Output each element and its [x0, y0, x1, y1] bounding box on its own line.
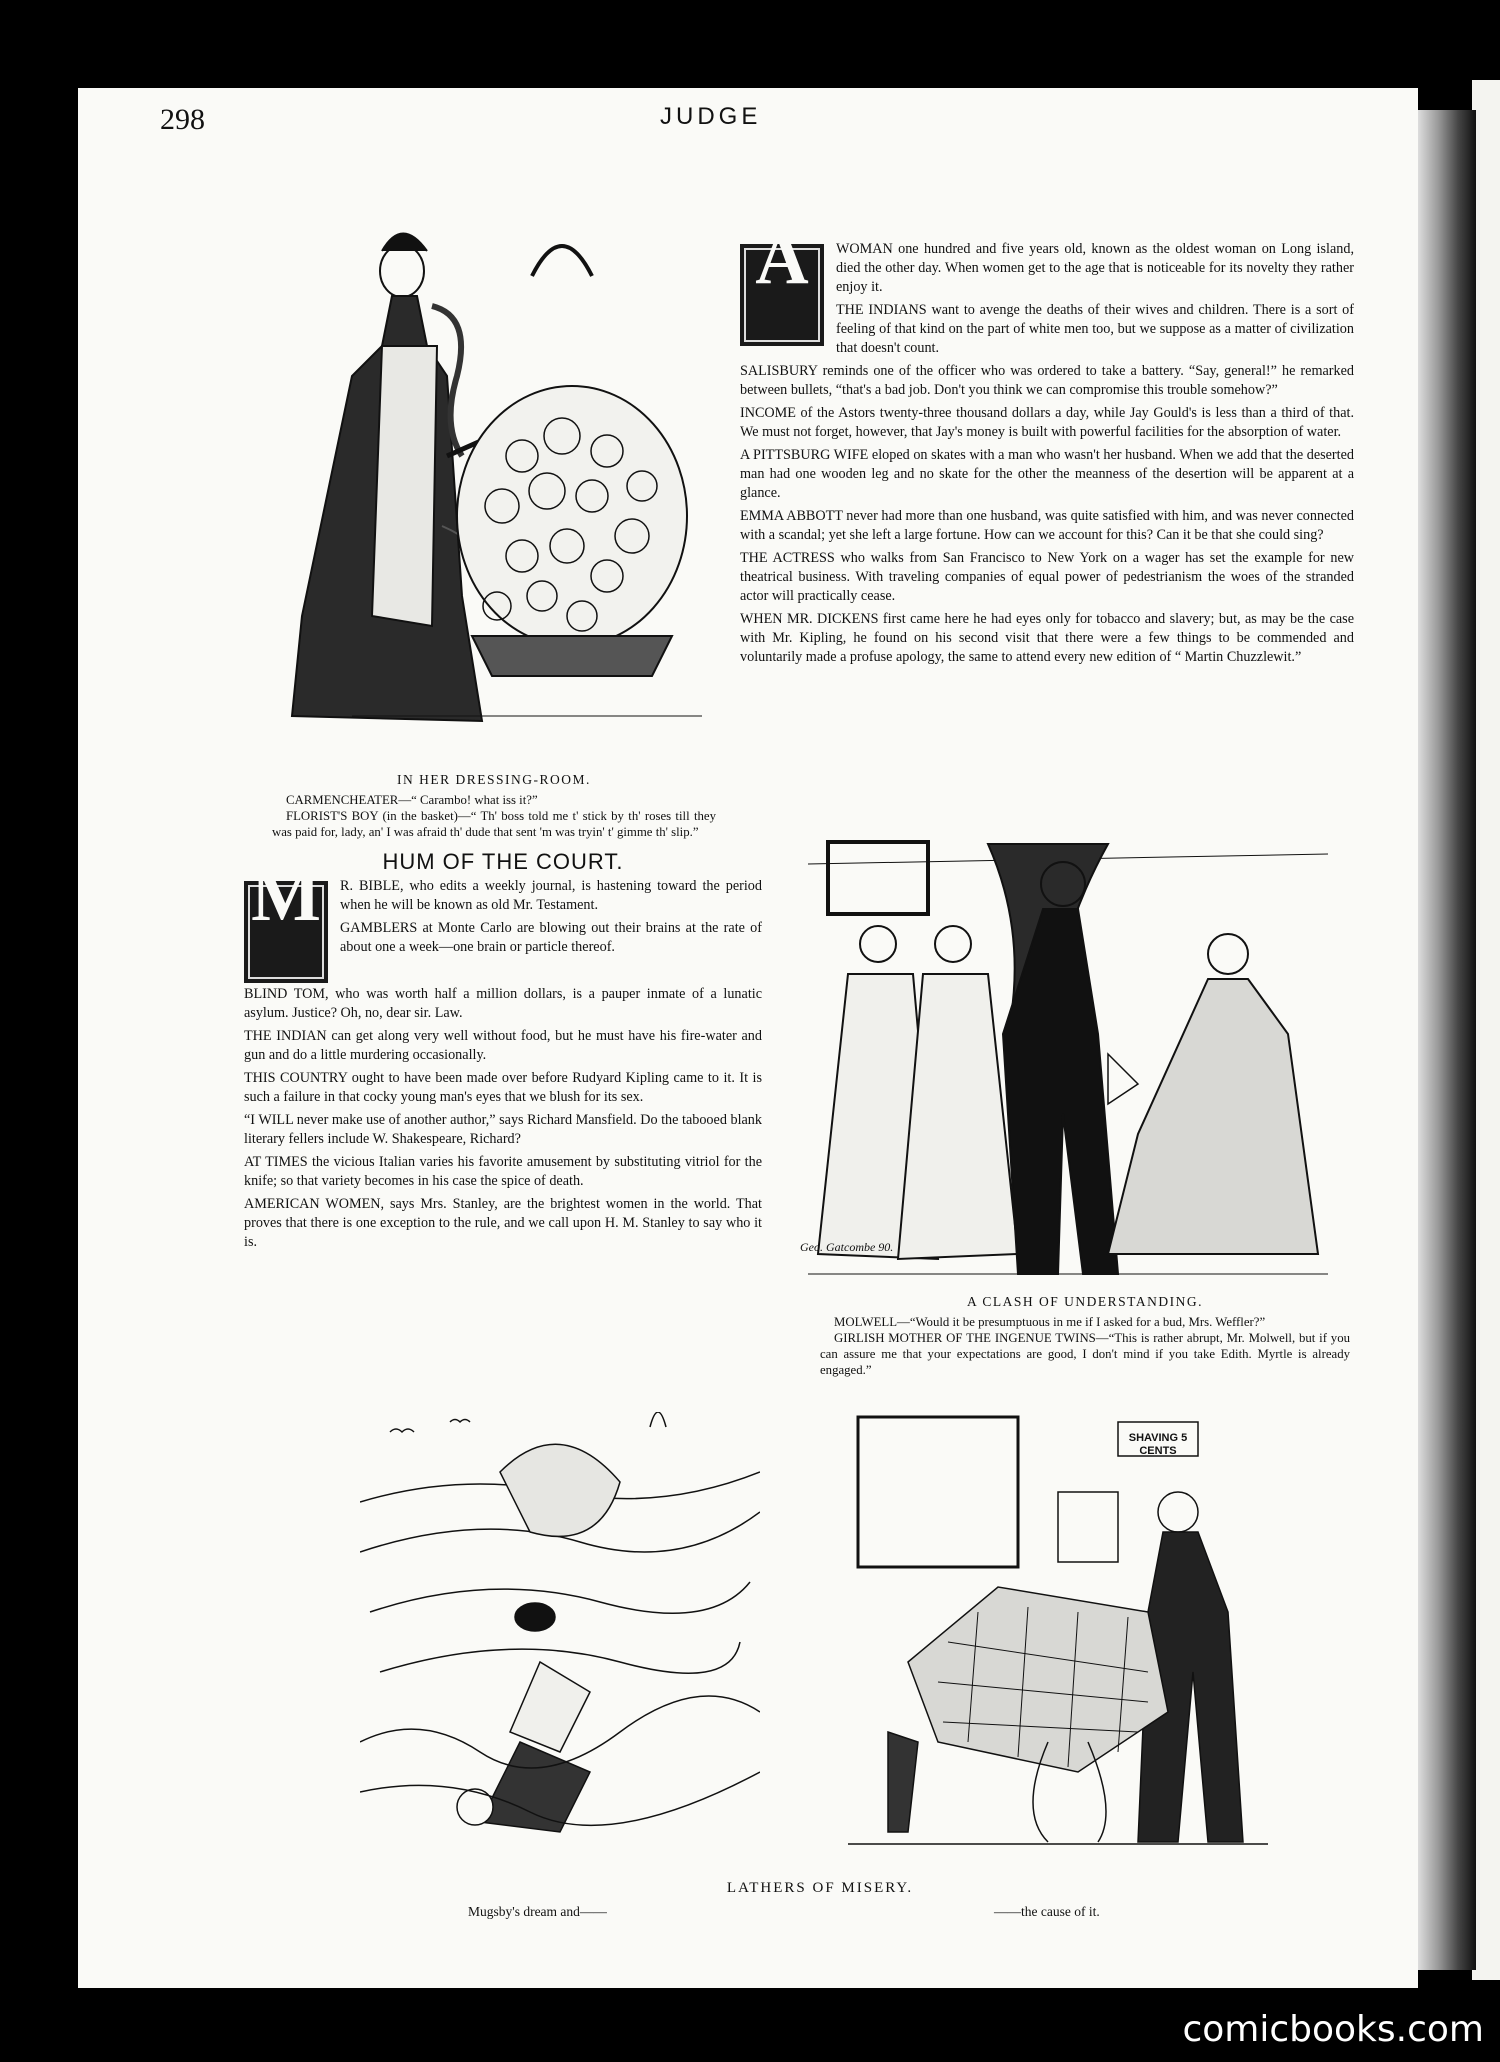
- page-edge: [1472, 80, 1500, 1980]
- paragraph-richard-mansfield: “I WILL never make use of another author,” says Richard Mansfield. Do the tabooed blank literary fellers include W. Shakespeare, Richard?: [244, 1112, 762, 1147]
- artist-signature: Geo. Gatcombe 90.: [800, 1240, 894, 1254]
- paragraph-this-country: THIS COUNTRY ought to have been made over before Rudyard Kipling came to it. It is such a failure in that cocky young man's eyes that we blush for its sex.: [244, 1070, 762, 1105]
- paragraph-blind-tom: BLIND TOM, who was worth half a million dollars, is a pauper inmate of a lunatic asylum. Justice? Oh, no, dear sir. Law.: [244, 986, 762, 1021]
- dropcap-a: [740, 218, 824, 346]
- paragraph-oldest-woman: WOMAN one hundred and five years old, known as the oldest woman on Long island, died the other day. When women get to the age that is noticeable for its novelty they rather enjoy it.: [836, 241, 1354, 295]
- caption-dressing-room: [272, 770, 716, 840]
- illustration-clash-of-understanding: [808, 834, 1328, 1284]
- caption-clash: [820, 1292, 1350, 1378]
- caption-title-clash: A CLASH OF UNDERSTANDING.: [967, 1294, 1203, 1309]
- caption-line-molwell: MOLWELL—“Would it be presumptuous in me if I asked for a bud, Mrs. Weffler?”: [834, 1315, 1266, 1329]
- watermark: comicbooks.com: [1182, 2009, 1484, 2050]
- paragraph-at-times: AT TIMES the vicious Italian varies his favorite amusement by substituting vitriol for the knife; so that variety becomes in his case the spice of death.: [244, 1154, 762, 1189]
- illustration-mugsbys-dream: [360, 1412, 760, 1852]
- illustration-barber-shop: [848, 1412, 1268, 1852]
- caption-title-lathers: LATHERS OF MISERY.: [726, 1880, 914, 1896]
- dropcap-letter: A: [755, 218, 809, 300]
- binding-gutter: [1418, 110, 1476, 1970]
- illustration-dressing-room: [232, 196, 720, 756]
- caption-line-florists-boy: FLORIST'S BOY (in the basket)—“ Th' boss told me t' stick by th' roses till they was paid for, lady, an' I was afraid th' dude that sent 'm was tryin' t' gimme th' slip.”: [272, 809, 716, 839]
- paragraph-dickens: WHEN MR. DICKENS first came here he had eyes only for tobacco and slavery; but, as may be the case with Mr. Kipling, he found on his second visit that there were a few things to be commended and voluntarily made a profuse apology, the same to attend every new edition of “ Martin Chuzzlewit.”: [740, 611, 1354, 665]
- column-top-right: [740, 218, 1354, 671]
- shaving-sign: SHAVING 5 CENTS: [1128, 1432, 1188, 1457]
- caption-title-dressing-room: IN HER DRESSING-ROOM.: [397, 772, 591, 787]
- paragraph-pittsburg-wife: A PITTSBURG WIFE eloped on skates with a man who wasn't her husband. When we add that the deserted man had one wooden leg and no skate for the other the meanness of the desertion will be apparent at a glance.: [740, 447, 1354, 501]
- caption-line-girlish-mother: GIRLISH MOTHER OF THE INGENUE TWINS—“This is rather abrupt, Mr. Molwell, but if you can assure me that your expectations are good, I don't mind if you take Edith. Myrtle is already engaged.”: [820, 1331, 1350, 1377]
- column-hum-of-the-court: [244, 849, 762, 1256]
- paragraph-american-women: AMERICAN WOMEN, says Mrs. Stanley, are the brightest women in the world. That proves that there is one exception to the rule, and we call upon H. M. Stanley to say who it is.: [244, 1196, 762, 1250]
- dropcap-m: [244, 855, 328, 983]
- paragraph-the-indian: THE INDIAN can get along very well without food, but he must have his fire-water and gun and do a little murdering occasionally.: [244, 1028, 762, 1063]
- paragraph-astors: INCOME of the Astors twenty-three thousand dollars a day, while Jay Gould's is less than a third of that. We must not forget, however, that Jay's money is built with powerful facilities for the absorption of water.: [740, 405, 1354, 440]
- paragraph-actress: THE ACTRESS who walks from San Francisco to New York on a wager has set the example for new theatrical business. With traveling companies of equal power of pedestrianism the woes of the stranded actor will practically cease.: [740, 550, 1354, 604]
- paragraph-salisbury: SALISBURY reminds one of the officer who was ordered to take a battery. “Say, general!” he remarked between bullets, “that's a bad job. Don't you think we can compromise this trouble somehow?”: [740, 363, 1354, 398]
- caption-cause-of-it: ——the cause of it.: [994, 1904, 1100, 1919]
- dropcap-letter: M: [251, 855, 321, 937]
- page-number: 298: [160, 103, 205, 136]
- paragraph-bible: R. BIBLE, who edits a weekly journal, is hastening toward the period when he will be known as old Mr. Testament.: [340, 878, 762, 913]
- section-heading-hum: HUM OF THE COURT.: [382, 849, 624, 874]
- masthead: JUDGE: [660, 103, 762, 130]
- paragraph-indians: THE INDIANS want to avenge the deaths of their wives and children. There is a sort of feeling of that kind on the part of white men too, but we suppose as a matter of civilization that doesn't count.: [836, 302, 1354, 356]
- paragraph-gamblers: GAMBLERS at Monte Carlo are blowing out their brains at the rate of about one a week—one brain or particle thereof.: [340, 920, 762, 955]
- paragraph-emma-abbott: EMMA ABBOTT never had more than one husband, was quite satisfied with him, and was never connected with a scandal; yet she left a large fortune. How can we account for this? Can it be that she could sing?: [740, 508, 1354, 543]
- caption-line-carmencheater: CARMENCHEATER—“ Carambo! what iss it?”: [286, 793, 538, 807]
- caption-mugsbys-dream: Mugsby's dream and——: [468, 1904, 607, 1919]
